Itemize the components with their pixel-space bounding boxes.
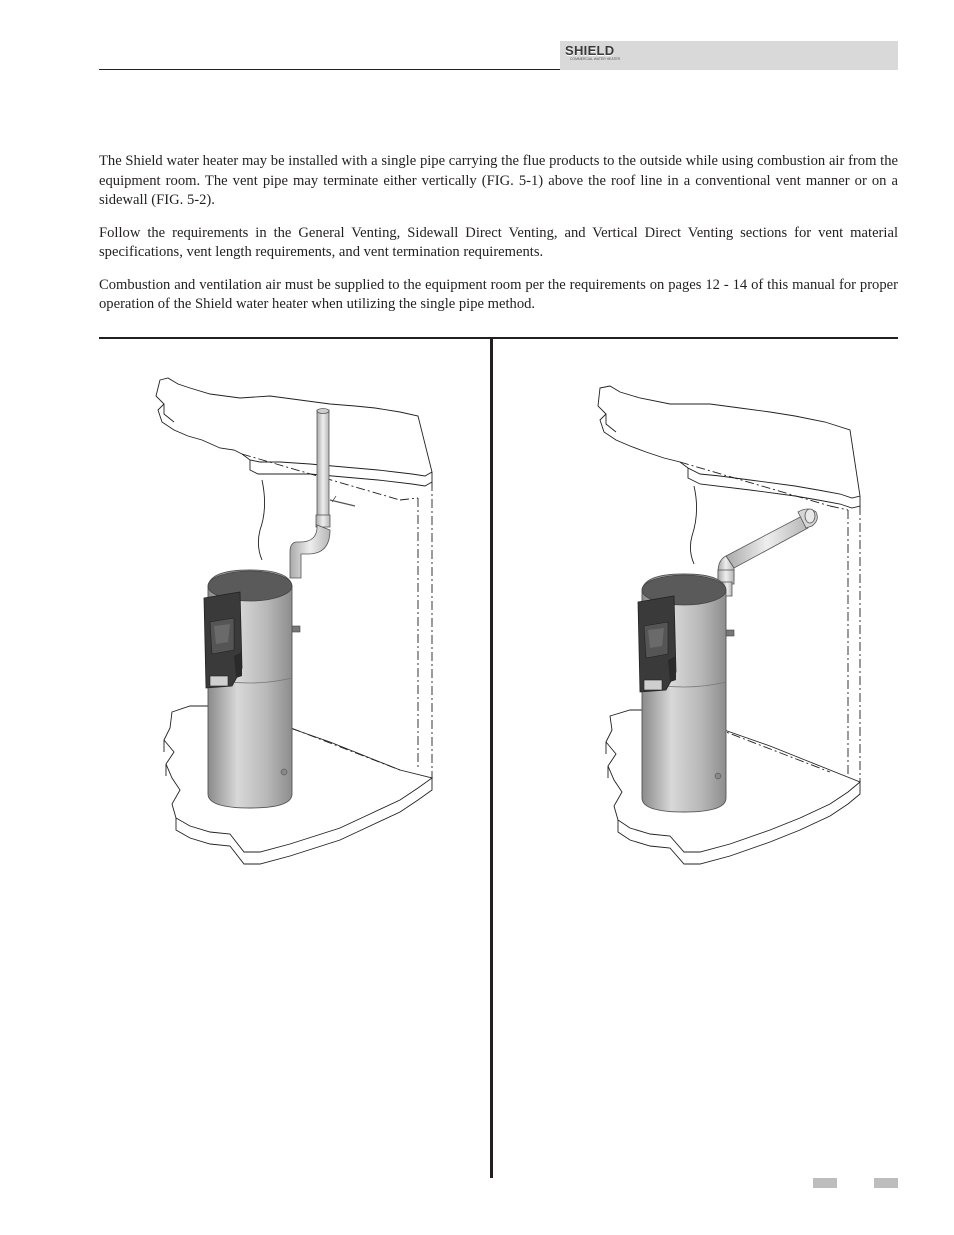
shield-logo [563, 43, 629, 65]
paragraph-intro: The Shield water heater may be installed with a single pipe carrying the flue products to the outside while using combustion air from the equipment room. The vent pipe may terminate either vertically (FIG. 5-1) above the roof line in a conventional vent manner or on a sidewall (FIG. 5-2). [99, 153, 898, 208]
sidewall-vent-illustration [590, 360, 890, 880]
paragraph-combustion-air: Combustion and ventilation air must be supplied to the equipment room per the requirements on pages 12 - 14 of this manual for proper operation of the Shield water heater when utilizing the single pipe method. [99, 276, 898, 312]
paragraph-requirements: Follow the requirements in the General Venting, Sidewall Direct Venting, and Vertical Direct Venting sections for vent material specifications, vent length requirements, and vent termination requirements. [99, 224, 898, 260]
logo-tagline: COMMERCIAL WATER HEATER [570, 57, 621, 61]
header-rule [99, 69, 626, 70]
footer-tab-right [874, 1178, 898, 1188]
vertical-vent-illustration [150, 360, 450, 880]
footer-tab-left [813, 1178, 837, 1188]
column-divider [490, 338, 493, 1178]
body-text [99, 152, 898, 328]
logo-brand: SHIELD [565, 43, 615, 58]
section-rule [99, 337, 898, 339]
